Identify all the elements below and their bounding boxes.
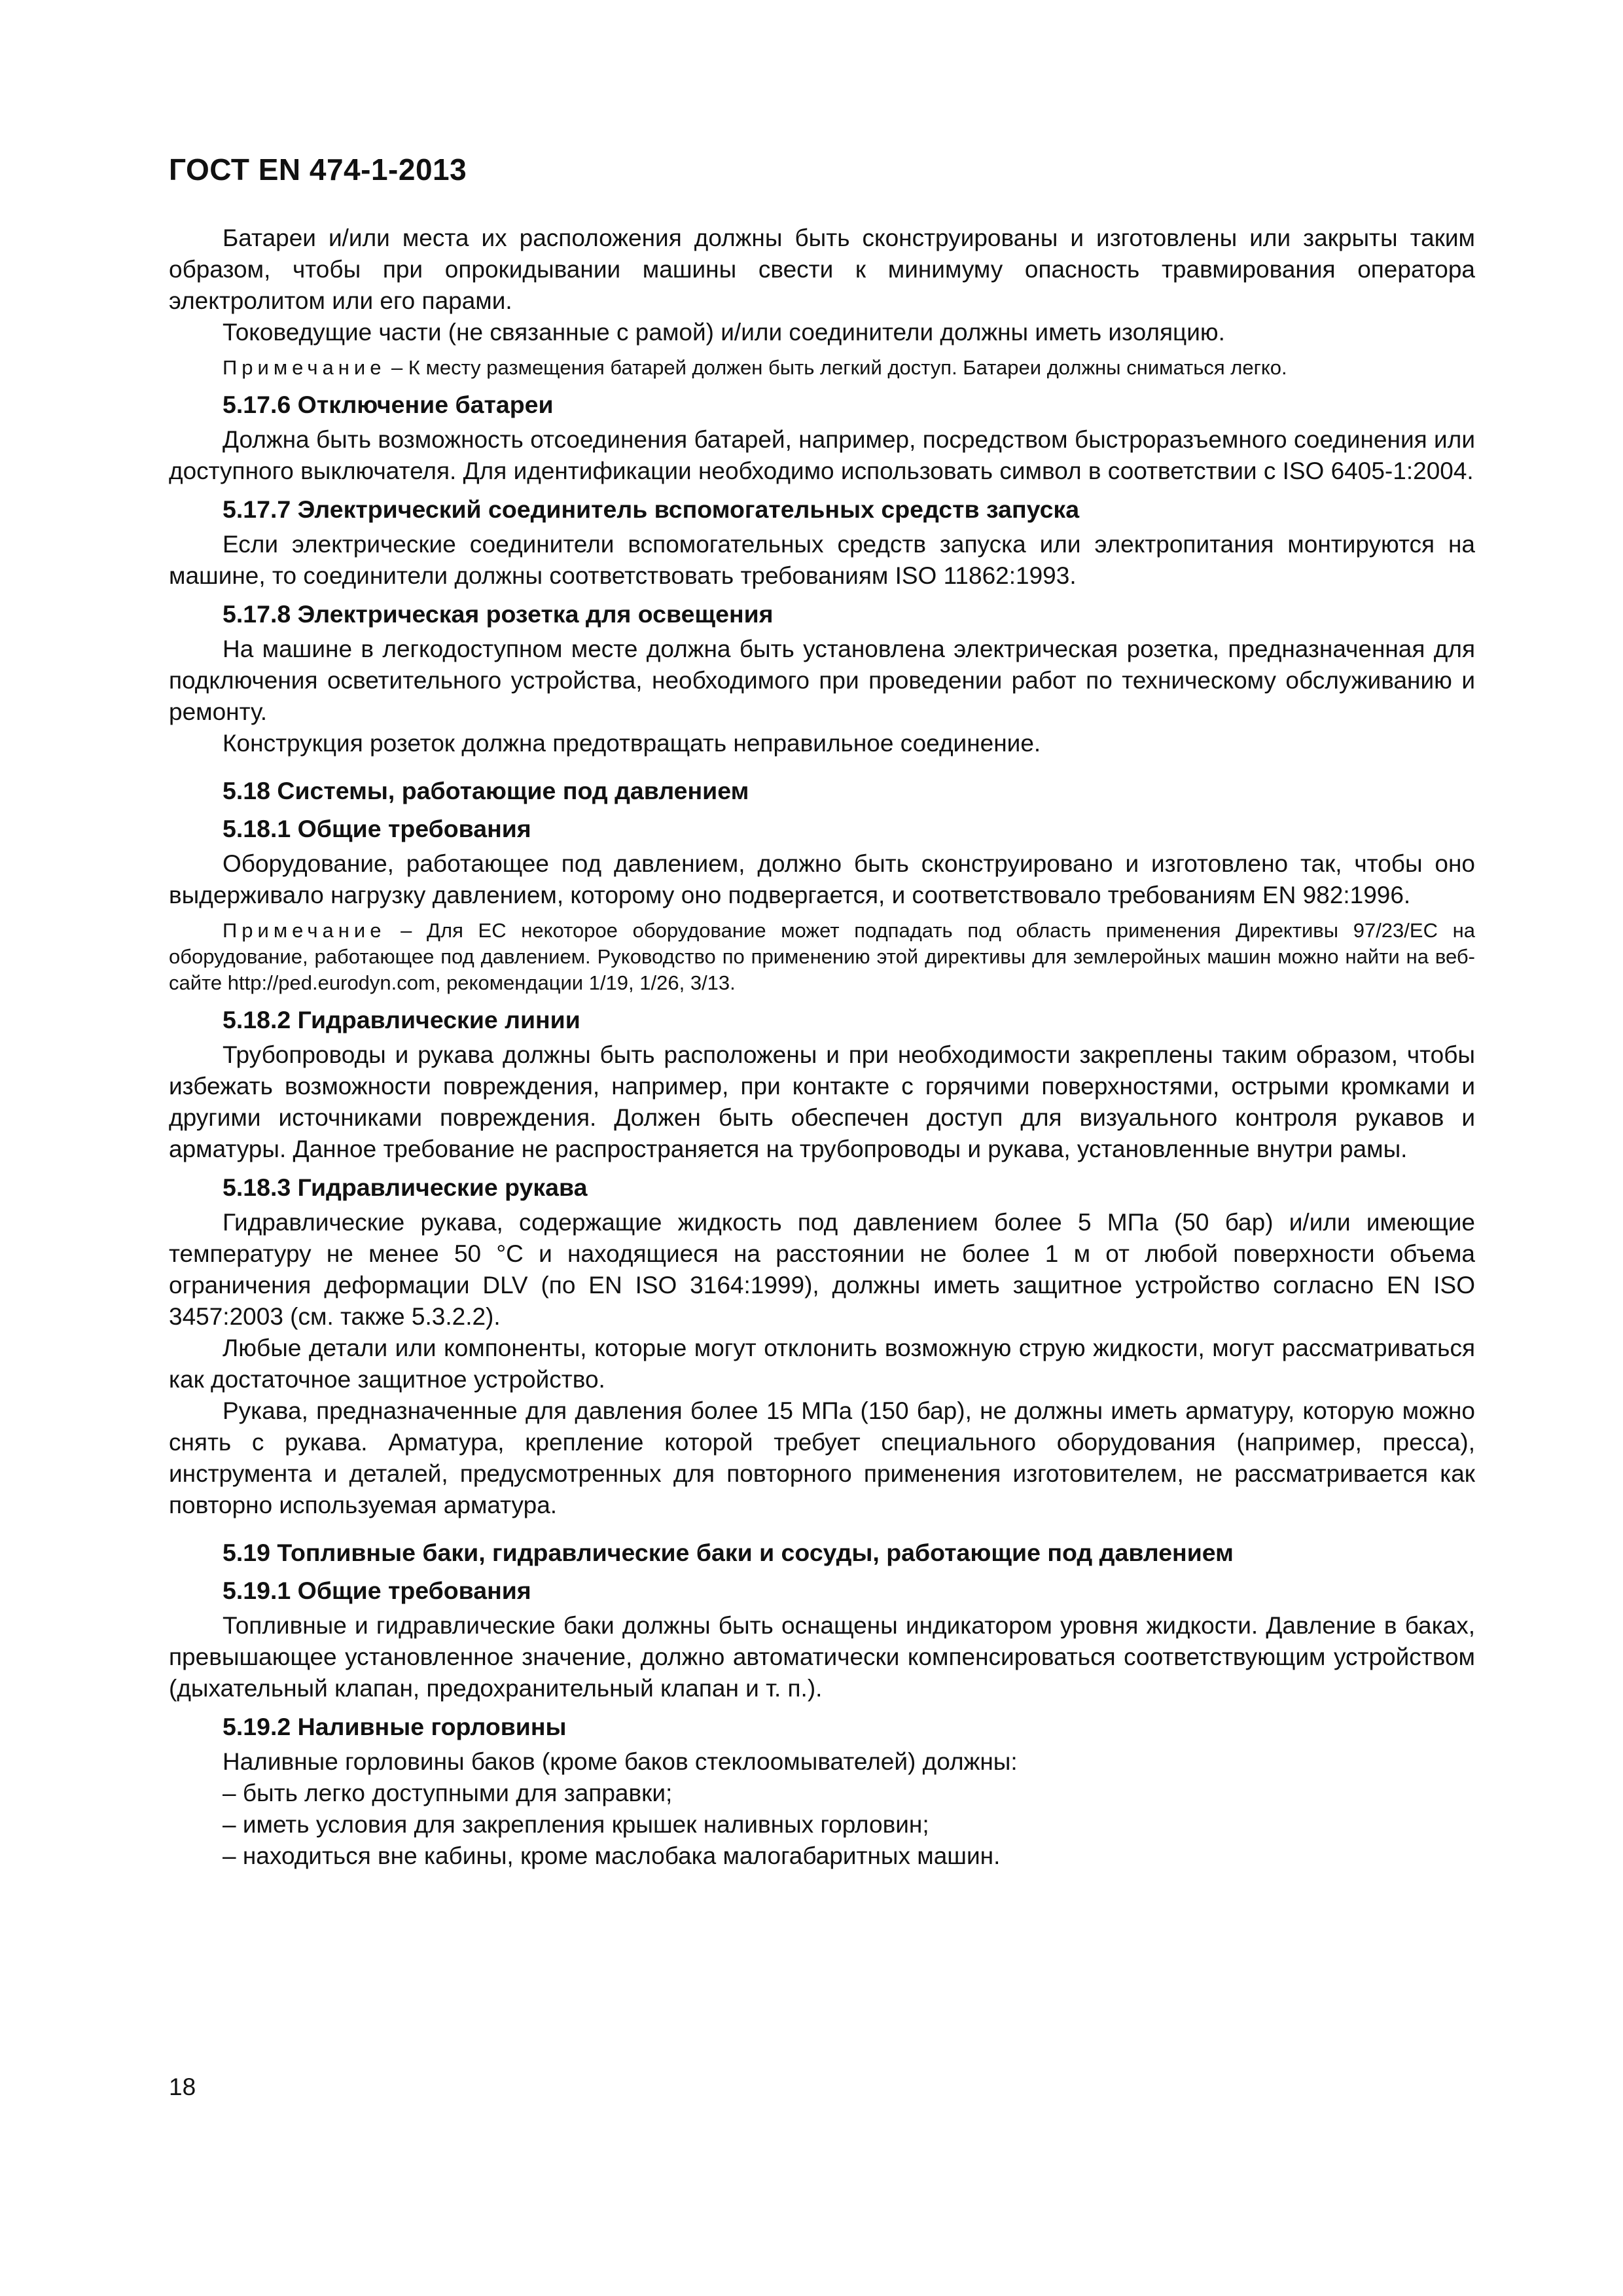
list-item: Наливные горловины баков (кроме баков стеклоомывателей) должны:: [223, 1748, 1018, 1775]
note: [169, 355, 1475, 381]
paragraph: Если электрические соединители вспомогательных средств запуска или электропитания монтируются на машине, то соединители должны соответствовать требованиям ISO 11862:1993.: [169, 531, 1475, 589]
section-heading: 5.18.3 Гидравлические рукава: [223, 1174, 588, 1201]
section-heading: 5.17.7 Электрический соединитель вспомогательных средств запуска: [223, 495, 1080, 523]
paragraph: Конструкция розеток должна предотвращать неправильное соединение.: [223, 730, 1041, 757]
paragraph: На машине в легкодоступном месте должна быть установлена электрическая розетка, предназначенная для подключения осветительного устройства, необходимого при проведении работ по техническому обслуживанию и ремонту.: [169, 636, 1475, 725]
paragraph: Гидравлические рукава, содержащие жидкость под давлением более 5 МПа (50 бар) и/или имеющие температуру не менее 50 °C и находящиеся на расстоянии не более 1 м от любой поверхности объема ограничения деформации DLV (по EN ISO 3164:1999), должны иметь защитное устройство согласно EN ISO 3457:2003 (см. также 5.3.2.2).: [169, 1209, 1475, 1330]
section-heading: 5.19.1 Общие требования: [223, 1577, 531, 1604]
paragraph: Токоведущие части (не связанные с рамой) и/или соединители должны иметь изоляцию.: [223, 319, 1225, 346]
list-item: – иметь условия для закрепления крышек наливных горловин;: [223, 1811, 929, 1838]
document-body: [169, 223, 1475, 1872]
section-heading: 5.19.2 Наливные горловины: [223, 1713, 567, 1740]
section-heading: 5.18.2 Гидравлические линии: [223, 1006, 580, 1033]
paragraph: Рукава, предназначенные для давления более 15 МПа (150 бар), не должны иметь арматуру, которую можно снять с рукава. Арматура, крепление которой требует специального оборудования (например, пресса), инструмента и деталей, предусмотренных для повторного применения изготовителем, не рассматривается как повторно используемая арматура.: [169, 1397, 1475, 1518]
paragraph: Трубопроводы и рукава должны быть расположены и при необходимости закреплены таким образом, чтобы избежать возможности повреждения, например, при контакте с горячими поверхностями, острыми кромками и другими источниками повреждения. Должен быть обеспечен доступ для визуального контроля рукавов и арматуры. Данное требование не распространяется на трубопроводы и рукава, установленные внутри рамы.: [169, 1041, 1475, 1162]
paragraph: Батареи и/или места их расположения должны быть сконструированы и изготовлены или закрыты таким образом, чтобы при опрокидывании машины свести к минимуму опасность травмирования оператора электролитом или его парами.: [169, 224, 1475, 314]
note-text: – К месту размещения батарей должен быть легкий доступ. Батареи должны сниматься легко.: [385, 356, 1287, 379]
paragraph: Оборудование, работающее под давлением, должно быть сконструировано и изготовлено так, чтобы оно выдерживало нагрузку давлением, которому оно подвергается, и соответствовало требованиям EN 982:1996.: [169, 850, 1475, 908]
list-item: – находиться вне кабины, кроме маслобака малогабаритных машин.: [223, 1842, 1001, 1869]
document-header: ГОСТ EN 474-1-2013: [169, 152, 467, 187]
paragraph: Любые детали или компоненты, которые могут отклонить возможную струю жидкости, могут рассматриваться как достаточное защитное устройство.: [169, 1335, 1475, 1393]
section-heading: 5.17.8 Электрическая розетка для освещения: [223, 600, 774, 628]
page-number: 18: [169, 2073, 196, 2100]
note: [169, 918, 1475, 996]
note-label: Примечание: [223, 356, 386, 379]
note-label: Примечание: [223, 919, 386, 942]
paragraph: Должна быть возможность отсоединения батарей, например, посредством быстроразъемного соединения или доступного выключателя. Для идентификации необходимо использовать символ в соответствии с ISO 6405-1:2004.: [169, 426, 1475, 484]
section-heading: 5.18 Системы, работающие под давлением: [223, 777, 749, 804]
note-text: – Для ЕС некоторое оборудование может подпадать под область применения Директивы 97/23/EC на оборудование, работающее под давлением. Руководство по применению этой директивы для землеройных машин можно найти на веб-сайте http://ped.eurodyn.com, рекомендации 1/19, 1/26, 3/13.: [169, 919, 1475, 994]
section-heading: 5.19 Топливные баки, гидравлические баки и сосуды, работающие под давлением: [223, 1539, 1234, 1566]
section-heading: 5.18.1 Общие требования: [223, 815, 531, 842]
section-heading: 5.17.6 Отключение батареи: [223, 391, 554, 418]
list-item: – быть легко доступными для заправки;: [223, 1780, 673, 1806]
paragraph: Топливные и гидравлические баки должны быть оснащены индикатором уровня жидкости. Давление в баках, превышающее установленное значение, должно автоматически компенсироваться соответствующим устройством (дыхательный клапан, предохранительный клапан и т. п.).: [169, 1612, 1475, 1702]
